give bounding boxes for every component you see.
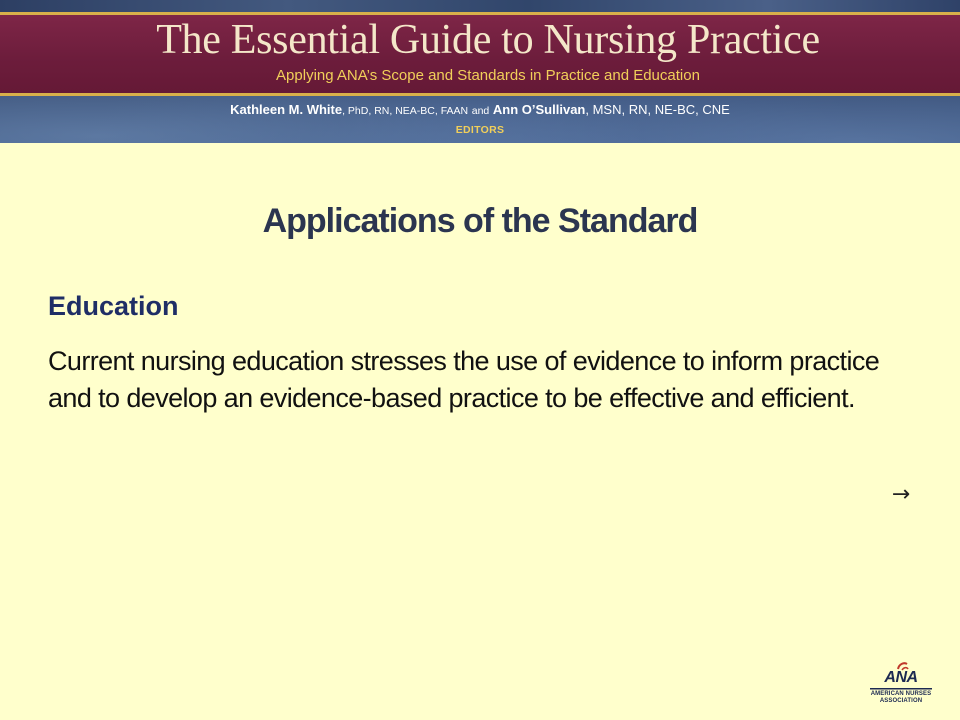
slide-heading: Applications of the Standard <box>262 202 698 240</box>
gold-rule-top <box>0 12 960 15</box>
editor1-credentials: , PhD, RN, NEA-BC, FAAN <box>342 105 469 117</box>
ana-logo-line2: ASSOCIATION <box>879 698 923 704</box>
header-banner <box>0 0 960 143</box>
book-subtitle: Applying ANA’s Scope and Standards in Practice and Education <box>276 67 700 84</box>
editor2-credentials: , MSN, RN, NE-BC, CNE <box>585 102 730 117</box>
editors-line <box>0 102 960 119</box>
gold-rule-bottom <box>0 93 960 96</box>
ana-logo-wordmark: ANA <box>884 669 918 686</box>
banner-top-strip <box>0 0 960 12</box>
ana-logo <box>858 661 944 711</box>
body-text: Current nursing education stresses the use of evidence to inform practice and to develop an evidence-based practice to be effective and efficient. <box>48 346 880 413</box>
right-arrow-icon[interactable]: → <box>891 482 911 507</box>
book-title: The Essential Guide to Nursing Practice <box>156 17 820 63</box>
editors-conjunction: and <box>471 105 490 117</box>
editors-label: EDITORS <box>455 124 505 136</box>
section-label: Education <box>48 291 179 321</box>
editor1-name: Kathleen M. White <box>230 102 343 117</box>
ana-logo-line1: AMERICAN NURSES <box>870 691 932 697</box>
editor2-name: Ann O’Sullivan <box>492 102 586 117</box>
